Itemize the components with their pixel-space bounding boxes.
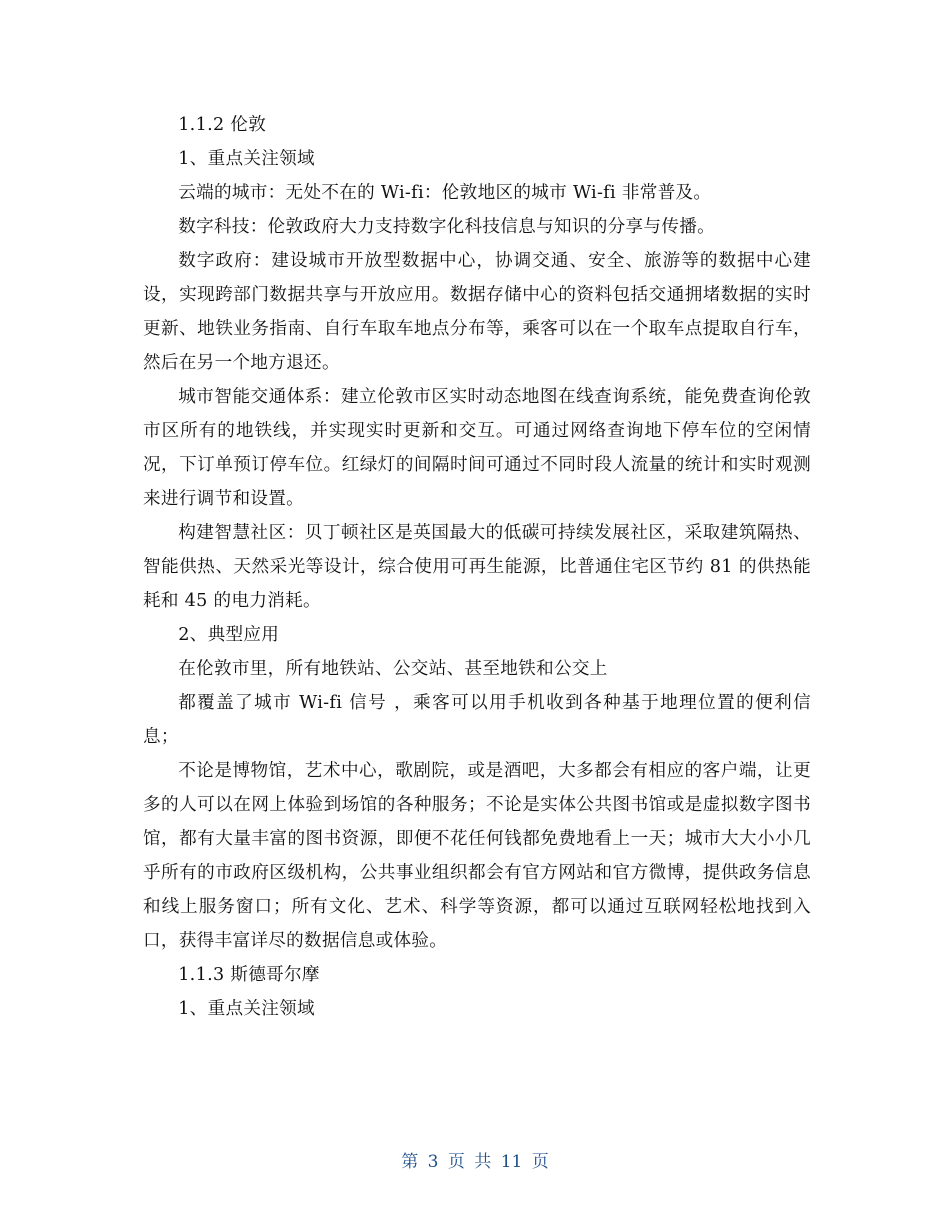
paragraph: 云端的城市：无处不在的 Wi-fi：伦敦地区的城市 Wi-fi 非常普及。	[178, 183, 712, 203]
paragraph: 都覆盖了城市 Wi-fi 信号 ，乘客可以用手机收到各种基于地理位置的便利信息；	[143, 693, 811, 747]
section-heading: 1.1.2 伦敦	[178, 115, 267, 135]
paragraph: 在伦敦市里，所有地铁站、公交站、甚至地铁和公交上	[178, 659, 608, 679]
subsection-heading: 1、重点关注领域	[178, 149, 315, 169]
subsection-heading: 2、典型应用	[178, 625, 280, 645]
paragraph: 城市智能交通体系：建立伦敦市区实时动态地图在线查询系统，能免费查询伦敦市区所有的地铁线，并实现实时更新和交互。可通过网络查询地下停车位的空闲情况，下订单预订停车位。红绿灯的间隔时间可通过不同时段人流量的统计和实时观测来进行调节和设置。	[143, 387, 811, 509]
subsection-heading: 1、重点关注领域	[178, 999, 315, 1019]
section-heading: 1.1.3 斯德哥尔摩	[178, 965, 320, 985]
document-body	[143, 108, 811, 1026]
page-number-footer: 第 3 页 共 11 页	[401, 1152, 549, 1172]
paragraph: 数字政府：建设城市开放型数据中心，协调交通、安全、旅游等的数据中心建设，实现跨部门数据共享与开放应用。数据存储中心的资料包括交通拥堵数据的实时更新、地铁业务指南、自行车取车地点分布等，乘客可以在一个取车点提取自行车，然后在另一个地方退还。	[143, 251, 811, 373]
paragraph: 构建智慧社区：贝丁顿社区是英国最大的低碳可持续发展社区，采取建筑隔热、智能供热、天然采光等设计，综合使用可再生能源，比普通住宅区节约 81 的供热能耗和 45 的电力消耗。	[143, 523, 811, 611]
paragraph: 数字科技：伦敦政府大力支持数字化科技信息与知识的分享与传播。	[178, 217, 716, 237]
paragraph: 不论是博物馆，艺术中心，歌剧院，或是酒吧，大多都会有相应的客户端，让更多的人可以在网上体验到场馆的各种服务；不论是实体公共图书馆或是虚拟数字图书馆，都有大量丰富的图书资源，即便不花任何钱都免费地看上一天；城市大大小小几乎所有的市政府区级机构，公共事业组织都会有官方网站和官方微博，提供政务信息和线上服务窗口；所有文化、艺术、科学等资源，都可以通过互联网轻松地找到入口，获得丰富详尽的数据信息或体验。	[143, 761, 811, 951]
